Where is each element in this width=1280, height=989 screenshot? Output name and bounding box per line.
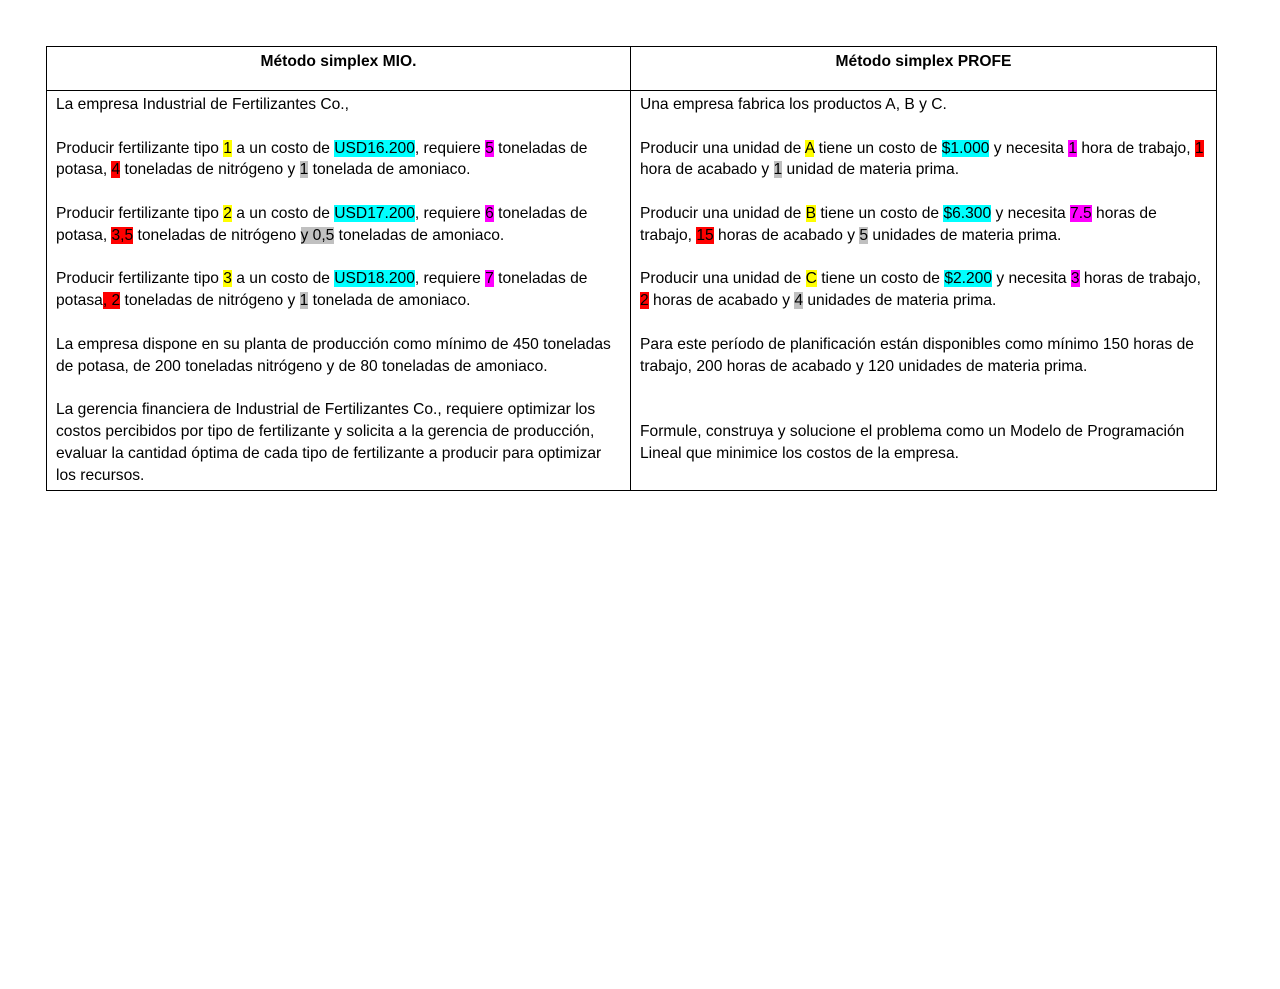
header-right: Método simplex PROFE [631,47,1217,91]
text: toneladas de nitrógeno y [120,161,300,179]
text: toneladas de nitrógeno [133,226,301,244]
nitrogeno-highlight: 4 [111,161,121,179]
type-highlight: 2 [223,204,232,222]
text: hora de acabado y [640,161,774,179]
text: tonelada de amoniaco. [308,292,471,310]
amoniaco-highlight: 1 [299,161,309,179]
text: toneladas de potasa, [56,204,588,244]
cost-highlight: USD16.200 [334,139,415,157]
text: y necesita [992,270,1071,288]
product-highlight: B [805,204,816,222]
text: , requiere [414,270,486,288]
header-row [47,47,1217,91]
text: tonelada de amoniaco. [308,161,471,179]
nitrogeno-highlight: 3,5 [111,226,134,244]
acabado-highlight: 15 [696,226,714,244]
text: tiene un costo de [816,270,945,288]
text: toneladas de potasa, [56,139,588,179]
acabado-highlight: 1 [1194,139,1204,157]
text: horas de acabado y [713,226,860,244]
type-highlight: 1 [223,139,232,157]
text: a un costo de [231,204,335,222]
text: , requiere [414,204,486,222]
right-item-2 [640,203,1207,247]
text: toneladas de nitrógeno y [120,292,300,310]
text: Producir una unidad de [640,139,805,157]
text: Producir una unidad de [640,204,806,222]
materia-highlight: 1 [773,161,783,179]
text: Producir fertilizante tipo [56,204,224,222]
comparison-table [46,46,1217,491]
text: a un costo de [231,139,335,157]
right-item-1 [640,138,1207,182]
right-goal: Formule, construya y solucione el problema como un Modelo de Programación Lineal que minimice los costos de la empresa. [640,422,1185,462]
cost-highlight: $6.300 [943,204,992,222]
right-cell [631,91,1217,491]
text: Producir fertilizante tipo [56,270,224,288]
text: horas de trabajo, [1079,270,1201,288]
potasa-highlight: 7 [485,270,494,288]
trabajo-highlight: 3 [1070,270,1080,288]
product-highlight: A [804,139,815,157]
text: tiene un costo de [814,139,942,157]
amoniaco-highlight: y 0,5 [300,226,335,244]
left-item-3 [56,268,621,312]
text: unidades de materia prima. [803,292,997,310]
content-row [47,91,1217,491]
text: Producir una unidad de [640,270,806,288]
potasa-highlight: 6 [485,204,494,222]
cost-highlight: USD17.200 [334,204,415,222]
left-goal: La gerencia financiera de Industrial de Fertilizantes Co., requiere optimizar los costos percibidos por tipo de fertilizante y solicita a la gerencia de producción, evaluar la cantidad óptima de cada tipo de fertilizante a producir para optimizar los recursos. [56,401,602,484]
text: , requiere [414,139,486,157]
right-item-3 [640,268,1207,312]
right-intro: Una empresa fabrica los productos A, B y C. [640,96,947,113]
left-item-2 [56,203,621,247]
left-item-1 [56,138,621,182]
left-intro: La empresa Industrial de Fertilizantes Co., [56,96,349,113]
text: hora de trabajo, [1077,139,1195,157]
left-cell [47,91,631,491]
text: tiene un costo de [816,204,944,222]
trabajo-highlight: 7.5 [1070,204,1092,222]
text: horas de acabado y [648,292,795,310]
text: Producir fertilizante tipo [56,139,224,157]
cost-highlight: USD18.200 [334,270,415,288]
cost-highlight: $2.200 [944,270,993,288]
text: unidades de materia prima. [868,226,1062,244]
materia-highlight: 5 [859,226,869,244]
trabajo-highlight: 1 [1068,139,1077,157]
text: toneladas de potasa [56,270,588,310]
materia-highlight: 4 [794,292,804,310]
text: a un costo de [231,270,335,288]
type-highlight: 3 [223,270,232,288]
text: unidad de materia prima. [782,161,960,179]
acabado-highlight: 2 [640,292,649,310]
text: toneladas de amoniaco. [334,226,505,244]
header-left: Método simplex MIO. [47,47,631,91]
amoniaco-highlight: 1 [299,292,309,310]
product-highlight: C [805,270,817,288]
nitrogeno-highlight: , 2 [102,292,121,310]
right-capacity: Para este período de planificación están disponibles como mínimo 150 horas de trabajo, 200 horas de acabado y 120 unidades de materia prima. [640,335,1194,375]
text: y necesita [991,204,1071,222]
cost-highlight: $1.000 [941,139,990,157]
text: y necesita [989,139,1069,157]
left-capacity: La empresa dispone en su planta de producción como mínimo de 450 toneladas de potasa, de 200 toneladas nitrógeno y de 80 toneladas de amoniaco. [56,335,611,375]
potasa-highlight: 5 [485,139,494,157]
text: horas de trabajo, [640,204,1157,244]
